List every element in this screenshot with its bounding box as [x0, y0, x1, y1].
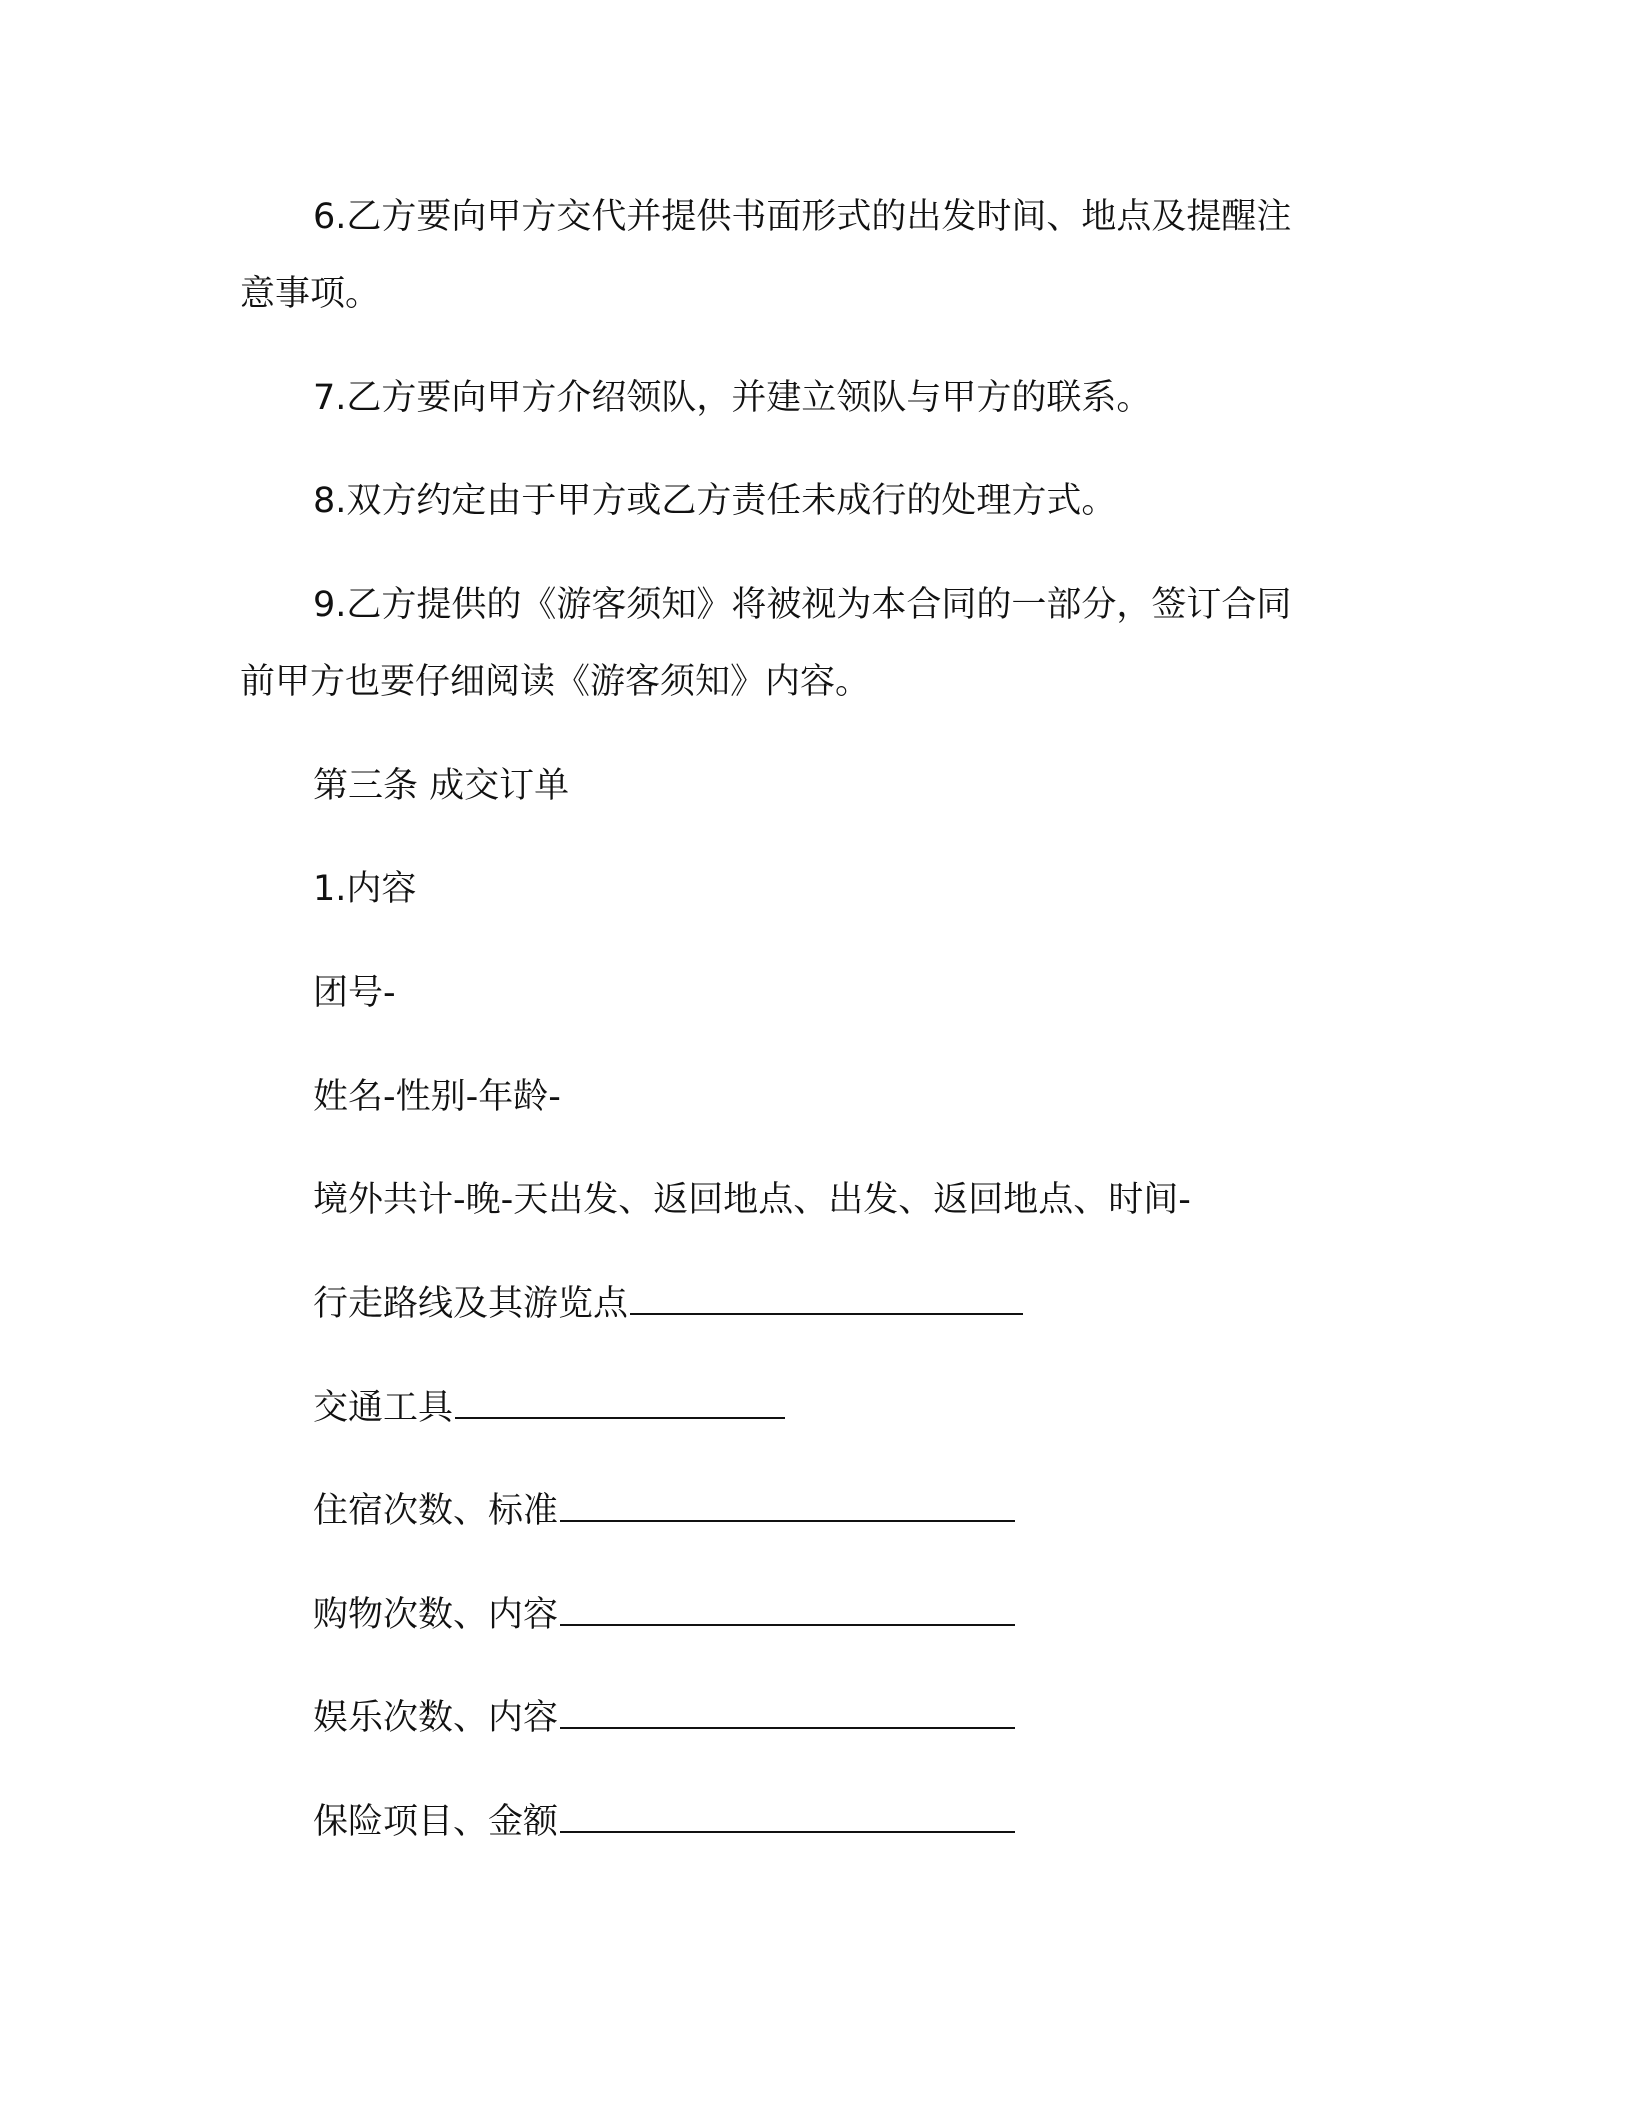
paragraph-9-line-1: 9.乙方提供的《游客须知》将被视为本合同的一部分，签订合同	[313, 585, 1292, 625]
field-shopping	[313, 1594, 1015, 1635]
field-lodging	[313, 1490, 1015, 1531]
field-lodging-label: 住宿次数、标准	[313, 1491, 559, 1531]
subsection-title: 1.内容	[313, 869, 417, 909]
field-trip-info: 境外共计-晚-天出发、返回地点、出发、返回地点、时间-	[313, 1180, 1191, 1220]
field-transport	[313, 1387, 785, 1428]
transport-blank-line[interactable]	[455, 1387, 785, 1419]
field-insurance-label: 保险项目、金额	[313, 1802, 559, 1842]
paragraph-9-line-2: 前甲方也要仔细阅读《游客须知》内容。	[240, 662, 871, 702]
field-entertainment-label: 娱乐次数、内容	[313, 1698, 559, 1738]
field-shopping-label: 购物次数、内容	[313, 1595, 559, 1635]
entertainment-blank-line[interactable]	[560, 1697, 1015, 1729]
shopping-blank-line[interactable]	[560, 1594, 1015, 1626]
section-title: 第三条 成交订单	[313, 766, 570, 806]
field-route	[313, 1283, 1023, 1324]
insurance-blank-line[interactable]	[560, 1801, 1015, 1833]
field-insurance	[313, 1801, 1015, 1842]
paragraph-6-line-1: 6.乙方要向甲方交代并提供书面形式的出发时间、地点及提醒注	[313, 197, 1292, 237]
field-name-gender-age: 姓名-性别-年龄-	[313, 1077, 561, 1117]
paragraph-8: 8.双方约定由于甲方或乙方责任未成行的处理方式。	[313, 481, 1117, 521]
field-group-number: 团号-	[313, 973, 396, 1013]
field-entertainment	[313, 1697, 1015, 1738]
lodging-blank-line[interactable]	[560, 1490, 1015, 1522]
field-route-label: 行走路线及其游览点	[313, 1284, 629, 1324]
field-transport-label: 交通工具	[313, 1388, 454, 1428]
route-blank-line[interactable]	[630, 1283, 1023, 1315]
paragraph-6-line-2: 意事项。	[240, 274, 381, 314]
paragraph-7: 7.乙方要向甲方介绍领队，并建立领队与甲方的联系。	[313, 378, 1152, 418]
